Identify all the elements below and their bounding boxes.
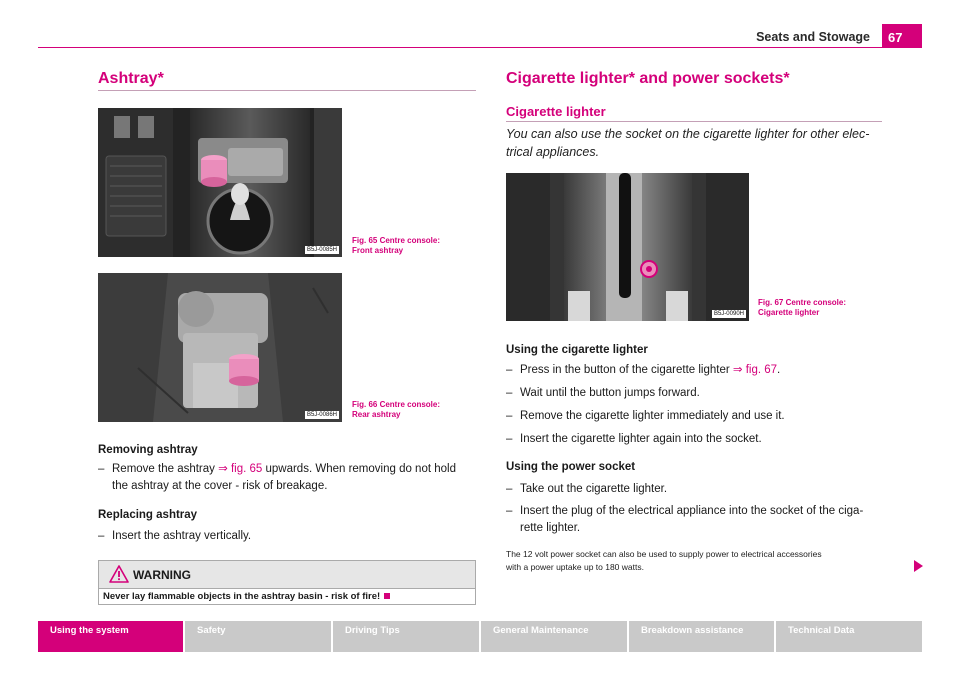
nav-tab-breakdown-assistance[interactable]: Breakdown assistance <box>629 621 776 652</box>
rear-ashtray-illustration <box>98 273 342 422</box>
step-text: Insert the plug of the electrical appliance into the socket of the ciga- <box>520 505 864 517</box>
warning-label: WARNING <box>133 568 191 582</box>
step-text: Take out the cigarette lighter. <box>520 483 668 495</box>
intro-line: trical appliances. <box>506 145 600 159</box>
step-socket-1 <box>506 481 886 498</box>
subheading-replacing-ashtray: Replacing ashtray <box>98 509 198 521</box>
step-text: Wait until the button jumps forward. <box>520 387 700 399</box>
step-dash: – <box>506 364 513 376</box>
warning-triangle-icon <box>109 565 129 583</box>
caption-line: Fig. 67 Centre console: <box>758 298 847 307</box>
note-line: with a power uptake up to 180 watts. <box>506 562 644 572</box>
next-page-arrow-icon[interactable] <box>913 560 923 572</box>
subsection-heading-lighter: Cigarette lighter <box>506 104 606 119</box>
section-heading-lighter: Cigarette lighter* and power sockets* <box>506 70 790 87</box>
step-dash: – <box>98 463 105 475</box>
figure-code: B5J-0085H <box>306 247 337 253</box>
running-header-title: Seats and Stowage <box>756 30 870 44</box>
subheading-removing-ashtray: Removing ashtray <box>98 444 198 456</box>
caption-line: Fig. 66 Centre console: <box>352 400 441 409</box>
nav-tab-general-maintenance[interactable]: General Maintenance <box>481 621 629 652</box>
step-dash: – <box>506 505 513 517</box>
step-dash: – <box>506 410 513 422</box>
front-ashtray-illustration <box>98 108 342 257</box>
step-text-continued: rette lighter. <box>520 522 581 534</box>
page-number: 67 <box>882 24 922 48</box>
step-lighter-4 <box>506 431 886 448</box>
step-lighter-1 <box>506 362 886 379</box>
step-dash: – <box>506 483 513 495</box>
warning-message: Never lay flammable objects in the ashtray basin - risk of fire! <box>103 591 381 602</box>
step-text: Insert the ashtray vertically. <box>112 530 252 542</box>
subsection-heading-rule <box>506 121 882 122</box>
section-heading-ashtray: Ashtray* <box>98 70 164 87</box>
figure-cigarette-lighter <box>506 173 749 321</box>
caption-line: Rear ashtray <box>352 410 401 419</box>
figure-link-65[interactable]: ⇒ fig. 65 <box>218 463 263 475</box>
caption-line: Front ashtray <box>352 246 404 255</box>
step-text: Remove the ashtray <box>112 463 219 475</box>
section-intro <box>506 125 886 161</box>
figure-code: B5J-0086H <box>306 412 337 418</box>
step-text: . <box>777 364 781 376</box>
step-text: Press in the button of the cigarette lighter <box>520 364 733 376</box>
note-line: The 12 volt power socket can also be used to supply power to electrical accessories <box>506 549 822 559</box>
section-end-square-icon <box>384 593 390 599</box>
caption-line: Fig. 65 Centre console: <box>352 236 441 245</box>
nav-tab-safety[interactable]: Safety <box>185 621 333 652</box>
step-text: Remove the cigarette lighter immediately and use it. <box>520 410 785 422</box>
step-text-continued: the ashtray at the cover - risk of breakage. <box>112 480 328 492</box>
step-dash: – <box>506 387 513 399</box>
caption-line: Cigarette lighter <box>758 308 820 317</box>
figure-caption-67 <box>758 298 846 318</box>
step-replace-ashtray <box>98 528 476 545</box>
figure-caption-66 <box>352 400 440 420</box>
subheading-using-lighter: Using the cigarette lighter <box>506 344 648 356</box>
step-text: upwards. When removing do not hold <box>262 463 456 475</box>
warning-header <box>99 561 475 589</box>
warning-text <box>103 591 390 602</box>
step-remove-ashtray <box>98 461 476 495</box>
figure-front-ashtray <box>98 108 342 257</box>
step-dash: – <box>98 530 105 542</box>
section-heading-rule <box>98 90 476 91</box>
chapter-nav <box>38 621 922 652</box>
nav-tab-using-the-system[interactable]: Using the system <box>38 621 185 652</box>
intro-line: You can also use the socket on the cigarette lighter for other elec- <box>506 127 870 141</box>
figure-rear-ashtray <box>98 273 342 422</box>
step-dash: – <box>506 433 513 445</box>
nav-tab-technical-data[interactable]: Technical Data <box>776 621 922 652</box>
step-socket-2 <box>506 503 890 537</box>
warning-box <box>98 560 476 605</box>
figure-code: B5J-0090H <box>713 311 744 317</box>
header-rule <box>38 47 922 48</box>
figure-caption-65 <box>352 236 440 256</box>
nav-tab-driving-tips[interactable]: Driving Tips <box>333 621 481 652</box>
step-lighter-2 <box>506 385 886 402</box>
step-text: Insert the cigarette lighter again into the socket. <box>520 433 762 445</box>
step-lighter-3 <box>506 408 886 425</box>
power-socket-note <box>506 548 896 574</box>
cigarette-lighter-illustration <box>506 173 749 321</box>
subheading-using-socket: Using the power socket <box>506 461 636 473</box>
figure-link-67[interactable]: ⇒ fig. 67 <box>732 364 778 376</box>
